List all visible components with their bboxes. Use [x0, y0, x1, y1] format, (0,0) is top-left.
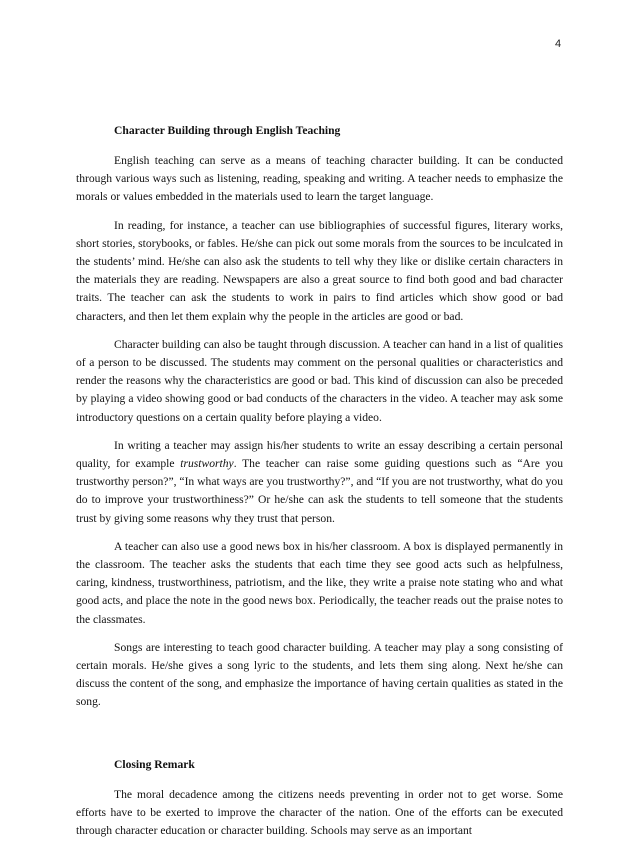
document-body [76, 122, 563, 850]
paragraph-reading: In reading, for instance, a teacher can use bibliographies of successful figures, literary works, short stories, storybooks, or fables. He/she can pick out some morals from the sources to be inculcated in the students’ mind. He/she can also ask the students to tell why they like or dislike certain characters in the materials they are reading. Newspapers are also a great source to find both good and bad character traits. The teacher can ask the students to work in pairs to find articles which show good or bad characters, and then let them explain why the people in the articles are good or bad. [76, 218, 563, 323]
writing-text-start: In writing a teacher may assign his/her students to write an essay describing a certain personal quality, for example [76, 438, 563, 471]
paragraph-writing [76, 437, 563, 528]
paragraph-closing: The moral decadence among the citizens needs preventing in order not to get worse. Some efforts have to be exerted to improve the character of the nation. One of the efforts can be executed through character education or character building. Schools may serve as an important [76, 787, 563, 838]
paragraph-news-box: A teacher can also use a good news box in his/her classroom. A box is displayed permanently in the classroom. The teacher asks the students that each time they see good acts such as helpfulness, caring, kindness, trustworthiness, patriotism, and the like, they write a praise note stating who and what good acts, and place the note in the good news box. Periodically, the teacher reads out the praise notes to the classmates. [76, 539, 563, 626]
writing-text-end: . The teacher can raise some guiding questions such as “Are you trustworthy person?”, “In what ways are you trustworthy?”, and “If you are not trustworthy, what do you do to improve your trustworthiness?” Or he/she can ask the students to tell someone that the students trust by giving some reasons why they trust that person. [76, 457, 563, 525]
section-heading-character-building: Character Building through English Teaching [114, 124, 341, 137]
writing-italic-term: trustworthy [180, 457, 234, 471]
paragraph-discussion: Character building can also be taught through discussion. A teacher can hand in a list of qualities of a person to be discussed. The students may comment on the personal qualities or characteristics and render the reasons why the characteristics are good or bad. This kind of discussion can also be preceded by playing a video showing good or bad conducts of the characters in the video. A teacher may ask some introductory questions on a certain quality before playing a video. [76, 337, 563, 424]
paragraph-intro: English teaching can serve as a means of teaching character building. It can be conducted through various ways such as listening, reading, speaking and writing. A teacher needs to emphasize the morals or values embedded in the materials used to learn the target language. [76, 154, 563, 204]
closing-section [76, 756, 563, 841]
page-number: 4 [555, 38, 562, 50]
section-spacer [76, 722, 563, 756]
section-heading-closing-remark: Closing Remark [114, 757, 195, 771]
paragraph-songs: Songs are interesting to teach good character building. A teacher may play a song consisting of certain morals. He/she gives a song lyric to the students, and lets them sing along. Next he/she can discuss the content of the song, and emphasize the importance of having certain qualities as stated in the song. [76, 640, 563, 709]
